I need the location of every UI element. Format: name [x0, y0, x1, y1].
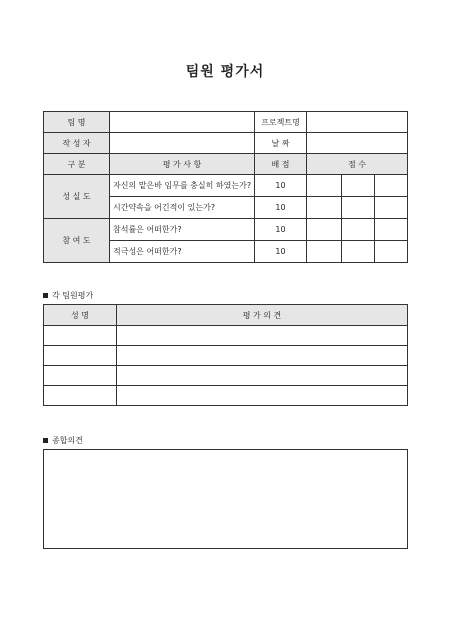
- square-bullet-icon: [43, 293, 48, 298]
- evaluation-table: [43, 111, 408, 263]
- member-evaluation-table: [43, 304, 408, 406]
- summary-section-label: 종합의견: [52, 436, 83, 445]
- score-cell[interactable]: [307, 175, 342, 197]
- points-value: 10: [255, 197, 307, 219]
- author-field[interactable]: [110, 133, 255, 154]
- member-name-field[interactable]: [44, 346, 117, 366]
- author-label: 작 성 자: [44, 133, 110, 154]
- score-cell[interactable]: [342, 197, 375, 219]
- team-name-field[interactable]: [110, 112, 255, 133]
- team-name-label: 팀 명: [44, 112, 110, 133]
- document-title: 팀원 평가서: [185, 64, 265, 80]
- member-opinion-field[interactable]: [117, 326, 408, 346]
- score-cell[interactable]: [342, 175, 375, 197]
- score-cell[interactable]: [307, 241, 342, 263]
- points-header: 배 점: [255, 154, 307, 175]
- member-opinion-field[interactable]: [117, 346, 408, 366]
- evaluation-item: 시간약속을 어긴적이 있는가?: [110, 197, 255, 219]
- group-label-sincerity: 성 실 도: [44, 175, 110, 219]
- member-opinion-field[interactable]: [117, 386, 408, 406]
- member-opinion-field[interactable]: [117, 366, 408, 386]
- score-cell[interactable]: [342, 241, 375, 263]
- project-name-field[interactable]: [307, 112, 408, 133]
- score-header: 점 수: [307, 154, 408, 175]
- points-value: 10: [255, 175, 307, 197]
- member-name-header: 성 명: [44, 305, 117, 326]
- points-value: 10: [255, 241, 307, 263]
- category-header: 구 분: [44, 154, 110, 175]
- member-name-field[interactable]: [44, 326, 117, 346]
- score-cell[interactable]: [375, 241, 408, 263]
- evaluation-item: 적극성은 어떠한가?: [110, 241, 255, 263]
- member-name-field[interactable]: [44, 386, 117, 406]
- group-label-participation: 참 여 도: [44, 219, 110, 263]
- score-cell[interactable]: [375, 219, 408, 241]
- project-name-label: 프로젝트명: [255, 112, 307, 133]
- score-cell[interactable]: [375, 197, 408, 219]
- summary-section-heading: [43, 435, 83, 446]
- members-section-label: 각 팀원평가: [52, 291, 94, 300]
- score-cell[interactable]: [375, 175, 408, 197]
- member-opinion-header: 평 가 의 견: [117, 305, 408, 326]
- score-cell[interactable]: [342, 219, 375, 241]
- members-section-heading: [43, 290, 93, 301]
- score-cell[interactable]: [307, 219, 342, 241]
- items-header: 평 가 사 항: [110, 154, 255, 175]
- square-bullet-icon: [43, 438, 48, 443]
- summary-opinion-field[interactable]: [43, 449, 408, 549]
- evaluation-item: 참석률은 어떠한가?: [110, 219, 255, 241]
- date-field[interactable]: [307, 133, 408, 154]
- date-label: 날 짜: [255, 133, 307, 154]
- points-value: 10: [255, 219, 307, 241]
- score-cell[interactable]: [307, 197, 342, 219]
- evaluation-item: 자신의 맡은바 임무를 충실히 하였는가?: [110, 175, 255, 197]
- member-name-field[interactable]: [44, 366, 117, 386]
